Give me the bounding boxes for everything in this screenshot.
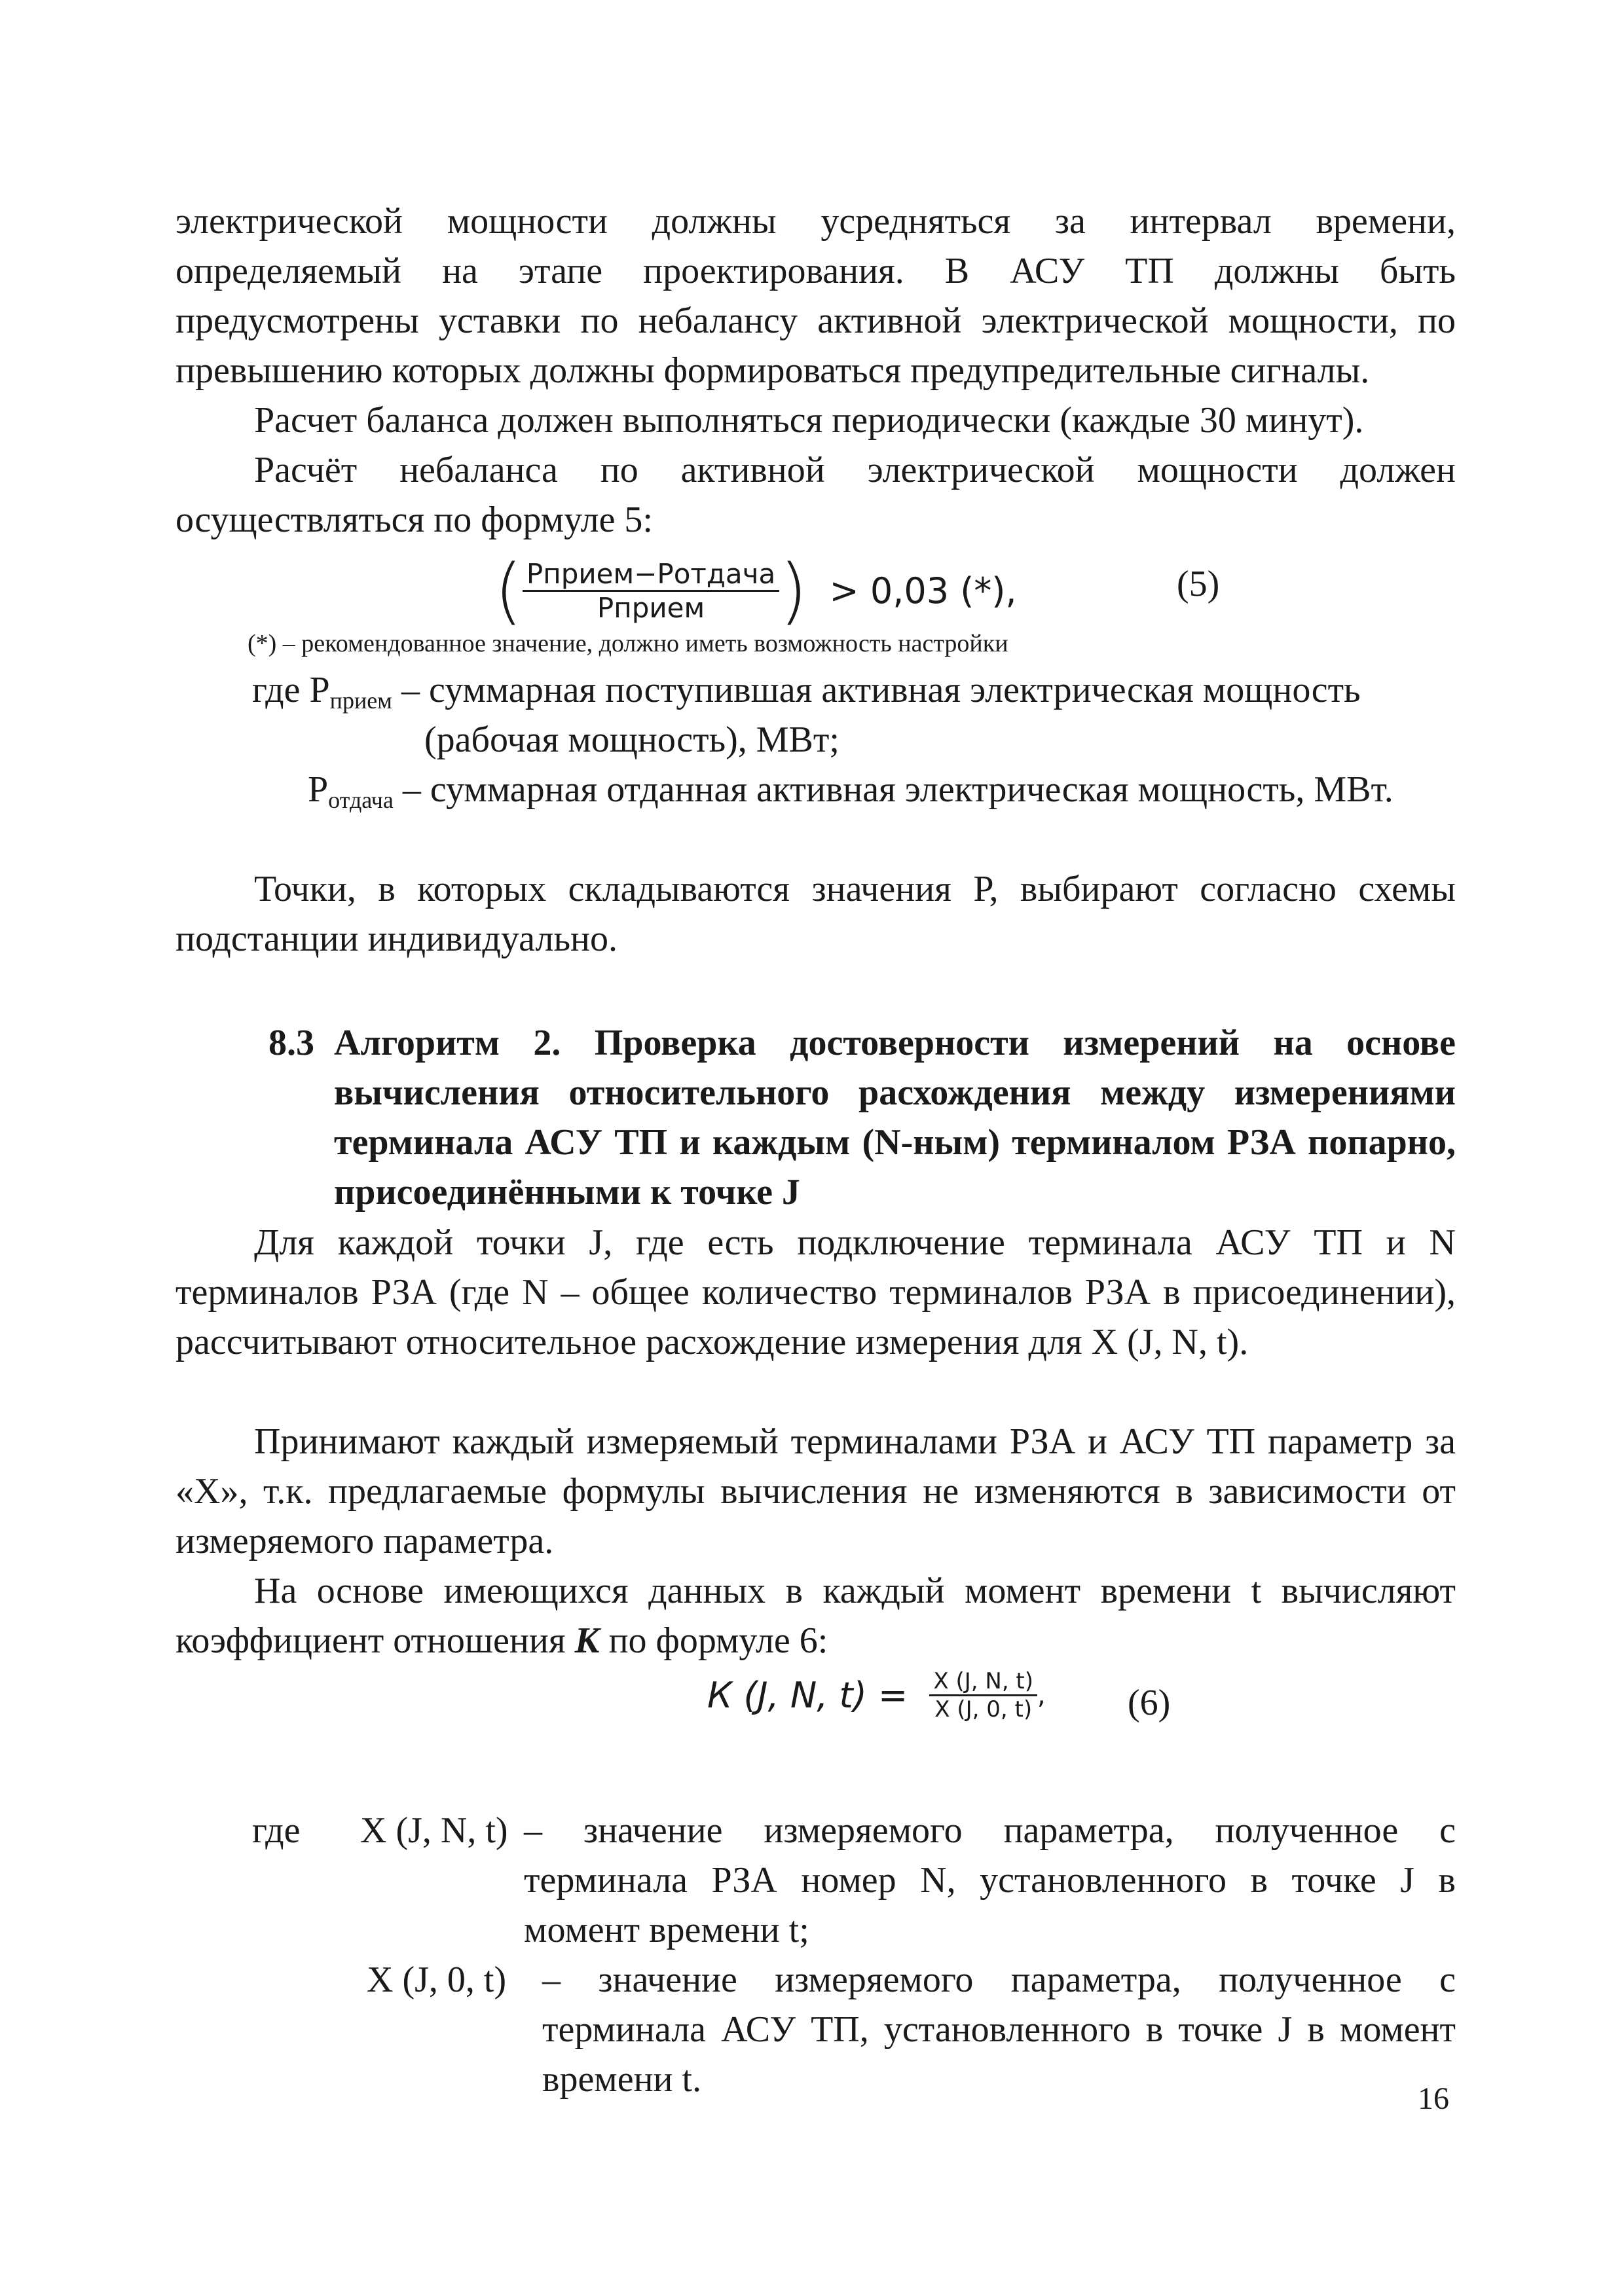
formula-6-denominator: X (J, 0, t) <box>934 1696 1033 1722</box>
paragraph-5: Для каждой точки J, где есть подключение терминала АСУ ТП и N терминалов РЗА (где N – общее количество терминалов РЗА в присоединении), рассчитывают относительное расхождение измерения для X (J, N, t). <box>175 1222 1456 1362</box>
definition-x-j0t-term: X (J, 0, t) <box>367 1959 507 2000</box>
formula-5 <box>494 549 1017 632</box>
paragraph-1: электрической мощности должны усредняться за интервал времени, определяемый на этапе проектирования. В АСУ ТП должны быть предусмотрены уставки по небалансу активной электрической мощности, по превышению которых должны формироваться предупредительные сигналы. <box>175 201 1456 391</box>
formula-5-fraction <box>523 558 779 624</box>
paragraph-3: Расчёт небаланса по активной электрической мощности должен осуществляться по формуле 5: <box>175 450 1456 540</box>
formula-5-left-paren: ( <box>494 549 523 632</box>
formula-6 <box>707 1668 1046 1722</box>
page-number: 16 <box>1418 2081 1449 2116</box>
formula-5-number: (5) <box>1177 564 1220 604</box>
paragraph-7-suffix: по формуле 6: <box>599 1620 828 1661</box>
definition-x-jnt-desc: – значение измеряемого параметра, полученное с терминала РЗА номер N, установленного в точке J в момент времени t; <box>524 1810 1456 1950</box>
formula-5-right-paren: ) <box>779 549 808 632</box>
definition-p-otdacha-prefix: Р <box>308 769 329 810</box>
definition-p-otdacha-subscript: отдача <box>328 787 394 813</box>
definition-p-priem <box>252 665 1456 715</box>
formula-6-fraction <box>929 1668 1037 1722</box>
formula-6-lhs: К (J, N, t) = <box>707 1675 908 1716</box>
paragraph-4: Точки, в которых складываются значения Р, выбирают согласно схемы подстанции индивидуально. <box>175 869 1456 959</box>
formula-6-comma: , <box>1037 1680 1046 1711</box>
definition-p-priem-continuation: (рабочая мощность), МВт; <box>424 720 840 760</box>
formula-note: (*) – рекомендованное значение, должно иметь возможность настройки <box>248 630 1008 657</box>
definition-where-label: где <box>252 1810 301 1851</box>
section-title: Алгоритм 2. Проверка достоверности измерений на основе вычисления относительного расхождения между измерениями терминала АСУ ТП и каждым (N-ным) терминалом РЗА попарно, присоединёнными к точке J <box>334 1023 1456 1212</box>
paragraph-2: Расчет баланса должен выполняться периодически (каждые 30 минут). <box>254 400 1364 441</box>
definition-p-priem-prefix: где Р <box>252 670 330 710</box>
section-heading-8-3 <box>268 1018 1456 1217</box>
paragraph-7-text: На основе имеющихся данных в каждый момент времени t вычисляют коэффициент отношения <box>175 1571 1456 1661</box>
formula-5-denominator: Рприем <box>597 591 705 624</box>
paragraph-7 <box>175 1566 1456 1666</box>
definition-p-otdacha-desc: – суммарная отданная активная электрическая мощность, МВт. <box>402 769 1393 810</box>
definition-p-priem-subscript: прием <box>329 687 392 714</box>
definition-p-otdacha <box>308 765 1393 814</box>
coefficient-k: К <box>574 1620 600 1661</box>
formula-5-numerator: Рприем−Ротдача <box>523 558 779 592</box>
formula-5-rest: > 0,03 (*), <box>829 570 1017 611</box>
section-number: 8.3 <box>268 1023 314 1063</box>
formula-6-number: (6) <box>1128 1683 1171 1723</box>
definition-x-j0t-desc: – значение измеряемого параметра, полученное с терминала АСУ ТП, установленного в точке J в момент времени t. <box>542 1959 1456 2100</box>
definition-x-jnt-term: X (J, N, t) <box>360 1810 508 1851</box>
paragraph-6: Принимают каждый измеряемый терминалами РЗА и АСУ ТП параметр за «Х», т.к. предлагаемые формулы вычисления не изменяются в зависимости от измеряемого параметра. <box>175 1421 1456 1561</box>
definition-p-priem-desc: – суммарная поступившая активная электрическая мощность <box>401 670 1361 710</box>
formula-6-numerator: X (J, N, t) <box>929 1668 1037 1696</box>
